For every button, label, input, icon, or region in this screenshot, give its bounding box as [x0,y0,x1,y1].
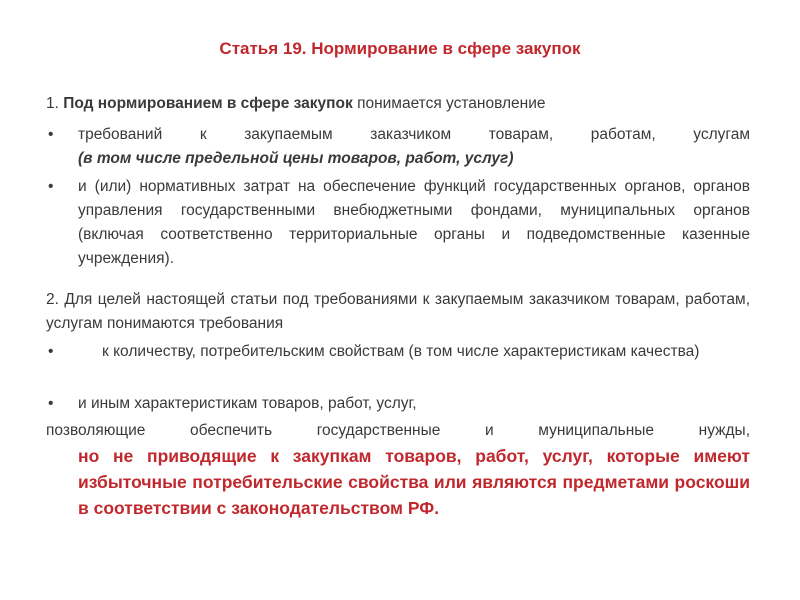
luxury-restriction-text: но не приводящие к закупкам товаров, работ, услуг, которые имеют избыточные потребительские свойства или являются предметами роскоши в соответствии с законодательством РФ. [78,446,750,518]
continuation-text: позволяющие обеспечить государственные и муниципальные нужды, [46,422,750,439]
bullet-marker: • [48,178,54,195]
bullet-other-characteristics: и иным характеристикам товаров, работ, услуг, [78,395,417,412]
bullet-normative-costs: и (или) нормативных затрат на обеспечение функций государственных органов, органов управления государственными внебюджетными фондами, муниципальных органов (включая соответственно территориальные органы и подведомственные казенные учреждения). [78,178,750,267]
slide-title: Статья 19. Нормирование в сфере закупок [219,39,581,58]
bullet-marker: • [48,395,54,412]
item-1 [46,92,746,116]
item-1-rest: понимается установление [352,95,546,112]
bullet-requirements-emphasis: (в том числе предельной цены товаров, работ, услуг) [78,150,514,167]
item-2-text: 2. Для целей настоящей статьи под требованиями к закупаемым заказчиком товарам, работам, услугам понимаются требования [46,291,750,332]
bullet-quantity: к количеству, потребительским свойствам (в том числе характеристикам качества) [102,343,700,360]
item-2 [46,288,750,336]
bullet-requirements-text: требований к закупаемым заказчиком товарам, работам, услугам [78,126,750,143]
item-1-number: 1. [46,95,59,112]
item-1-term: Под нормированием в сфере закупок [63,95,353,112]
bullet-marker: • [48,343,54,360]
bullet-marker: • [48,126,54,143]
bullet-requirements [78,123,750,171]
